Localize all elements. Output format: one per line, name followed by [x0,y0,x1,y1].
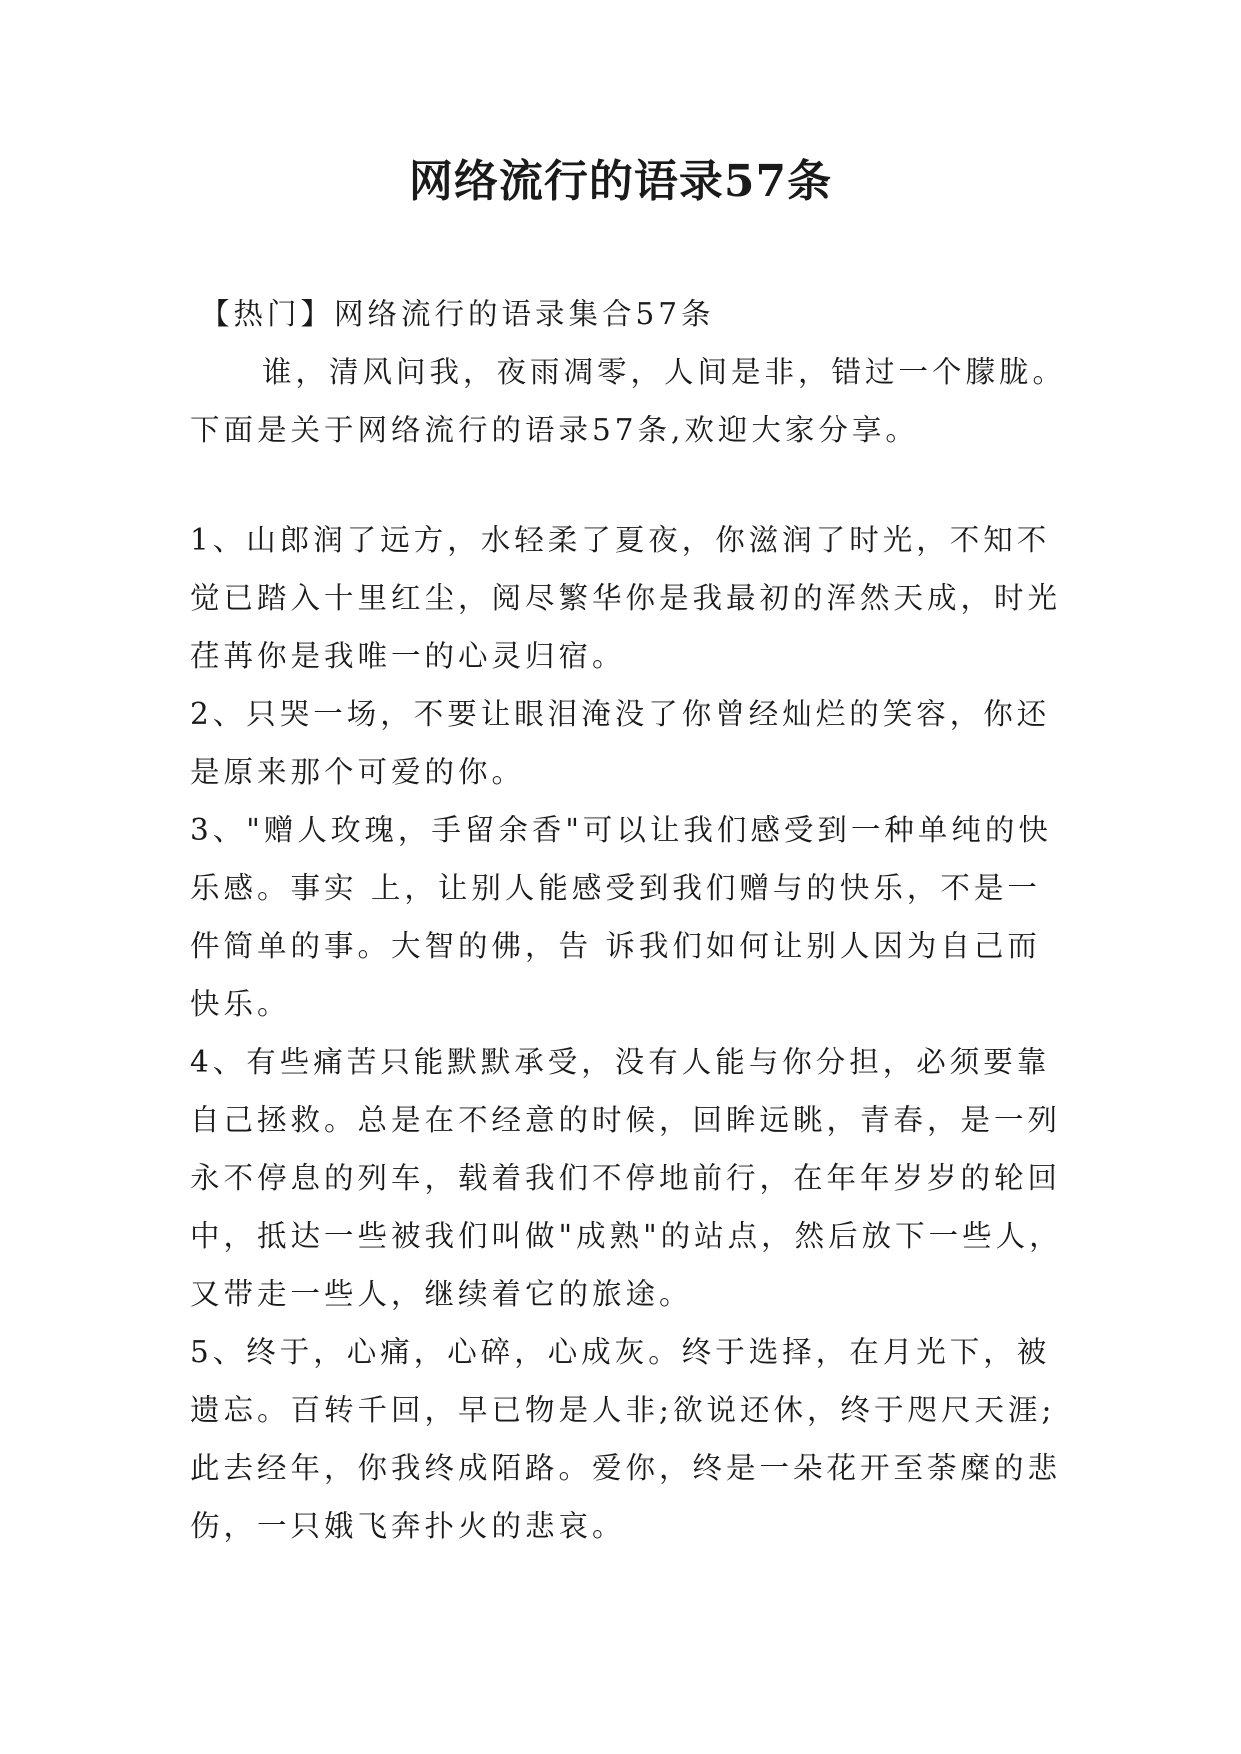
paragraph-gap [190,459,1090,511]
quote-item-3 [190,801,1090,1033]
quote-line: 4、有些痛苦只能默默承受，没有人能与你分担，必须要靠 [190,1045,1051,1079]
document-body [190,285,1090,1555]
quote-item-1 [190,511,1090,685]
quote-line: 5、终于，心痛，心碎，心成灰。终于选择，在月光下，被 [190,1335,1051,1369]
quote-line: 永不停息的列车，载着我们不停地前行，在年年岁岁的轮回 [190,1161,1062,1195]
quote-line: 觉已踏入十里红尘，阅尽繁华你是我最初的浑然天成，时光 [190,581,1062,615]
quote-line: 1、山郎润了远方，水轻柔了夏夜，你滋润了时光，不知不 [190,523,1051,557]
intro-line: 下面是关于网络流行的语录57条,欢迎大家分享。 [190,413,919,447]
quote-line: 又带走一些人，继续着它的旅途。 [190,1277,693,1311]
intro-line: 谁，清风问我，夜雨凋零，人间是非，错过一个朦胧。 [262,355,1067,389]
quote-line: 伤，一只娥飞奔扑火的悲哀。 [190,1509,626,1543]
quote-line: 中，抵达一些被我们叫做"成熟"的站点，然后放下一些人， [190,1219,1063,1253]
quote-line: 此去经年，你我终成陌路。爱你，终是一朵花开至荼糜的悲 [190,1451,1062,1485]
quote-line: 快乐。 [190,987,291,1021]
quote-line: 自己拯救。总是在不经意的时候，回眸远眺，青春，是一列 [190,1103,1062,1137]
quote-line: 乐感。事实 上，让别人能感受到我们赠与的快乐，不是一 [190,871,1041,905]
quote-item-5 [190,1323,1090,1555]
intro-heading: 【热门】网络流行的语录集合57条 [200,297,715,331]
quote-item-2 [190,685,1090,801]
quote-line: 遗忘。百转千回，早已物是人非;欲说还休，终于咫尺天涯; [190,1393,1056,1427]
quote-line: 件简单的事。大智的佛，告 诉我们如何让别人因为自己而 [190,929,1041,963]
quote-line: 2、只哭一场，不要让眼泪淹没了你曾经灿烂的笑容，你还 [190,697,1051,731]
quote-item-4 [190,1033,1090,1323]
quote-line: 荏苒你是我唯一的心灵归宿。 [190,639,626,673]
document-title: 网络流行的语录57条 [408,156,833,207]
quote-line: 3、"赠人玫瑰，手留余香"可以让我们感受到一种单纯的快 [190,813,1052,847]
quote-line: 是原来那个可爱的你。 [190,755,526,789]
